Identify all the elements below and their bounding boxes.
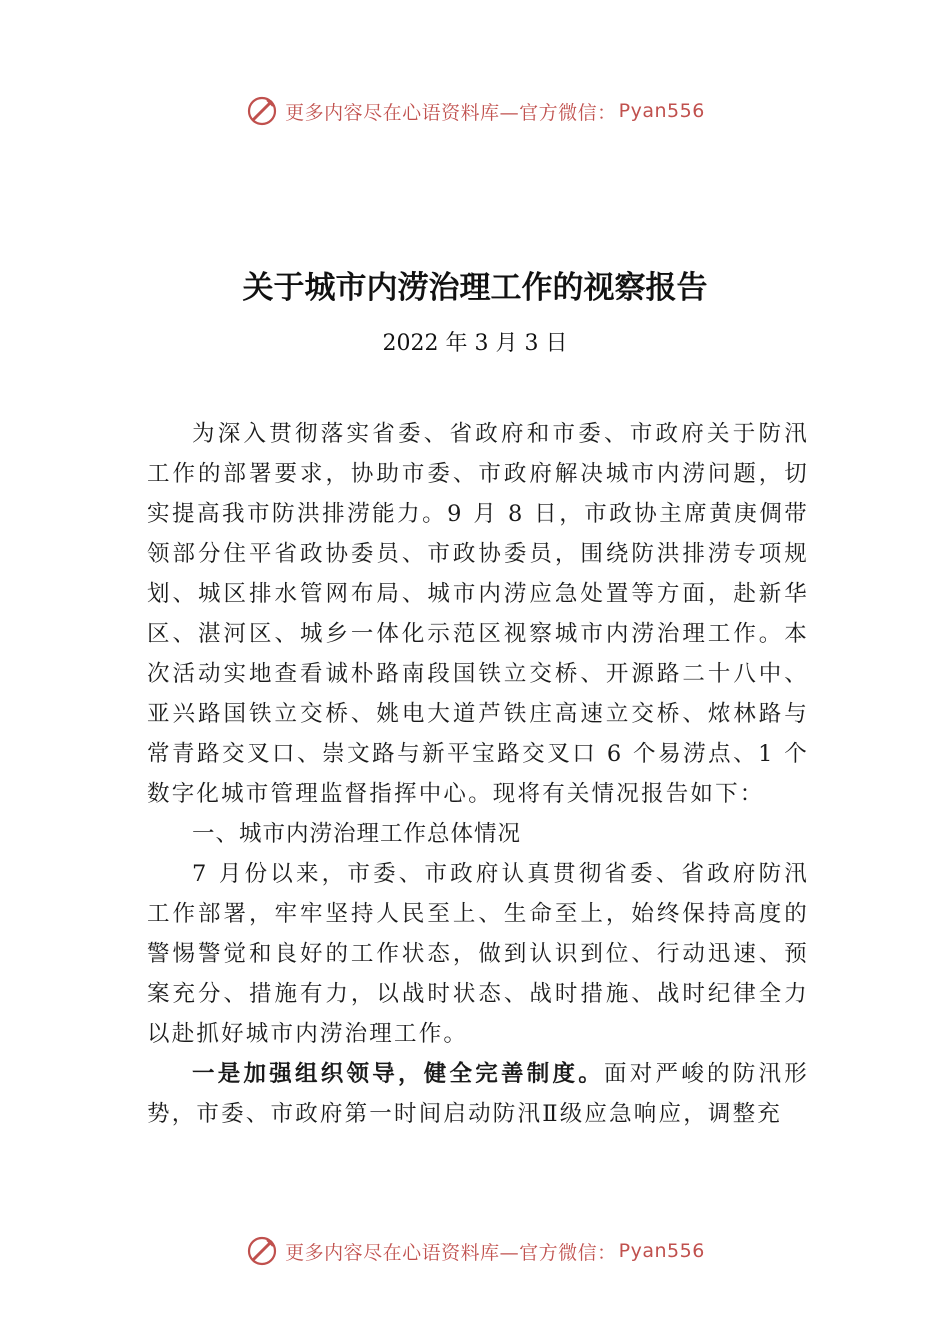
watermark-text: 更多内容尽在心语资料库—官方微信： (285, 101, 617, 124)
lead-continuation: 面对严峻的防汛形势，市委、市政府第一时间启动防汛Ⅱ级应急响应，调整充 (147, 1061, 809, 1127)
watermark-text: 更多内容尽在心语资料库—官方微信： (285, 1241, 617, 1264)
section-heading: 一、城市内涝治理工作总体情况 (192, 821, 522, 847)
watermark-wechat-id: Pyan556 (618, 1240, 705, 1262)
body-paragraph: 7 月份以来，市委、市政府认真贯彻省委、省政府防汛工作部署，牢牢坚持人民至上、生命至上，始终保持高度的警惕警觉和良好的工作状态，做到认识到位、行动迅速、预案充分、措施有力，以战时状态、战时措施、战时纪律全力以赴抓好城市内涝治理工作。 (147, 861, 809, 1047)
lead-sentence: 一是加强组织领导，健全完善制度。 (192, 1061, 605, 1087)
watermark-footer (0, 1234, 950, 1268)
document-date: 2022 年 3 月 3 日 (382, 331, 568, 356)
document-body (147, 414, 809, 1134)
pen-logo-icon (245, 94, 279, 128)
body-paragraph-lead (147, 1054, 809, 1134)
watermark-header (0, 94, 950, 128)
pen-logo-icon (245, 1234, 279, 1268)
intro-paragraph: 为深入贯彻落实省委、省政府和市委、市政府关于防汛工作的部署要求，协助市委、市政府解决城市内涝问题，切实提高我市防洪排涝能力。9 月 8 日，市政协主席黄庚倜带领部分住平省政协委员、市政协委员，围绕防洪排涝专项规划、城区排水管网布局、城市内涝应急处置等方面，赴新华区、湛河区、城乡一体化示范区视察城市内涝治理工作。本次活动实地查看诚朴路南段国铁立交桥、开源路二十八中、亚兴路国铁立交桥、姚电大道芦铁庄高速立交桥、㶶林路与常青路交叉口、崇文路与新平宝路交叉口 6 个易涝点、1 个数字化城市管理监督指挥中心。现将有关情况报告如下： (147, 421, 809, 807)
document-title: 关于城市内涝治理工作的视察报告 (242, 270, 708, 306)
watermark-wechat-id: Pyan556 (618, 100, 705, 122)
